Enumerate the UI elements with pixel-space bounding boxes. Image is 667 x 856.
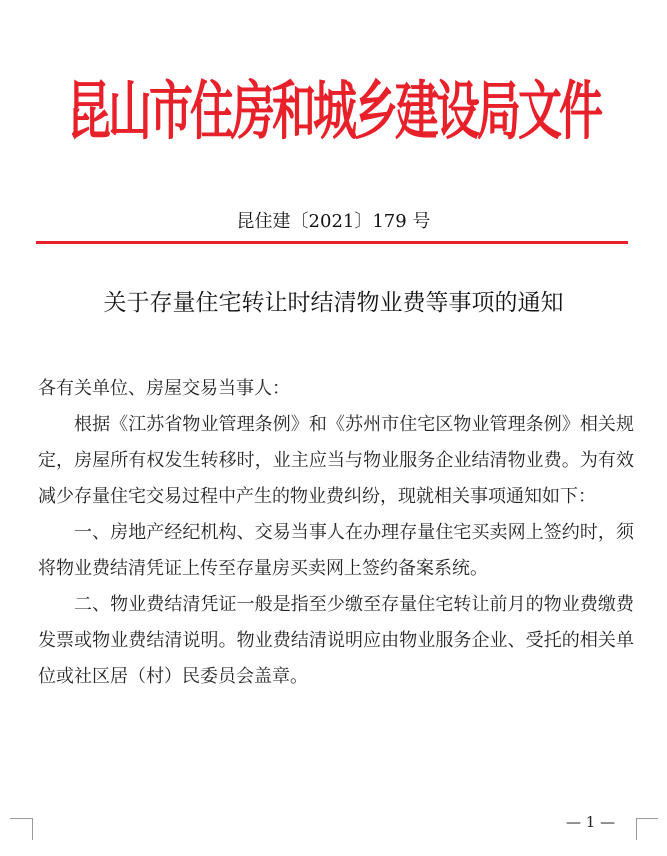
crop-mark-bottom-right-h xyxy=(636,818,658,819)
paragraph-item-1: 一、房地产经纪机构、交易当事人在办理存量住宅买卖网上签约时，须将物业费结清凭证上传至存量房买卖网上签约备案系统。 xyxy=(38,522,634,579)
paragraph-intro: 根据《江苏省物业管理条例》和《苏州市住宅区物业管理条例》相关规定，房屋所有权发生转移时，业主应当与物业服务企业结清物业费。为有效减少存量住宅交易过程中产生的物业费纠纷，现就相关事项通知如下： xyxy=(38,414,634,507)
crop-mark-bottom-left-h xyxy=(10,818,32,819)
salutation: 各有关单位、房屋交易当事人： xyxy=(38,378,290,399)
document-number: 昆住建〔2021〕179 号 xyxy=(236,211,431,232)
red-divider-line xyxy=(36,241,628,244)
agency-header-title: 昆山市住房和城乡建设局文件 xyxy=(67,74,600,149)
document-body xyxy=(38,371,634,695)
crop-mark-bottom-right-v xyxy=(636,818,637,840)
crop-mark-bottom-left-v xyxy=(32,818,33,840)
page-number: — 1 — xyxy=(566,813,616,831)
paragraph-item-2: 二、物业费结清凭证一般是指至少缴至存量住宅转让前月的物业费缴费发票或物业费结清说明。物业费结清说明应由物业服务企业、受托的相关单位或社区居（村）民委员会盖章。 xyxy=(38,594,634,687)
notice-title: 关于存量住宅转让时结清物业费等事项的通知 xyxy=(103,290,564,316)
